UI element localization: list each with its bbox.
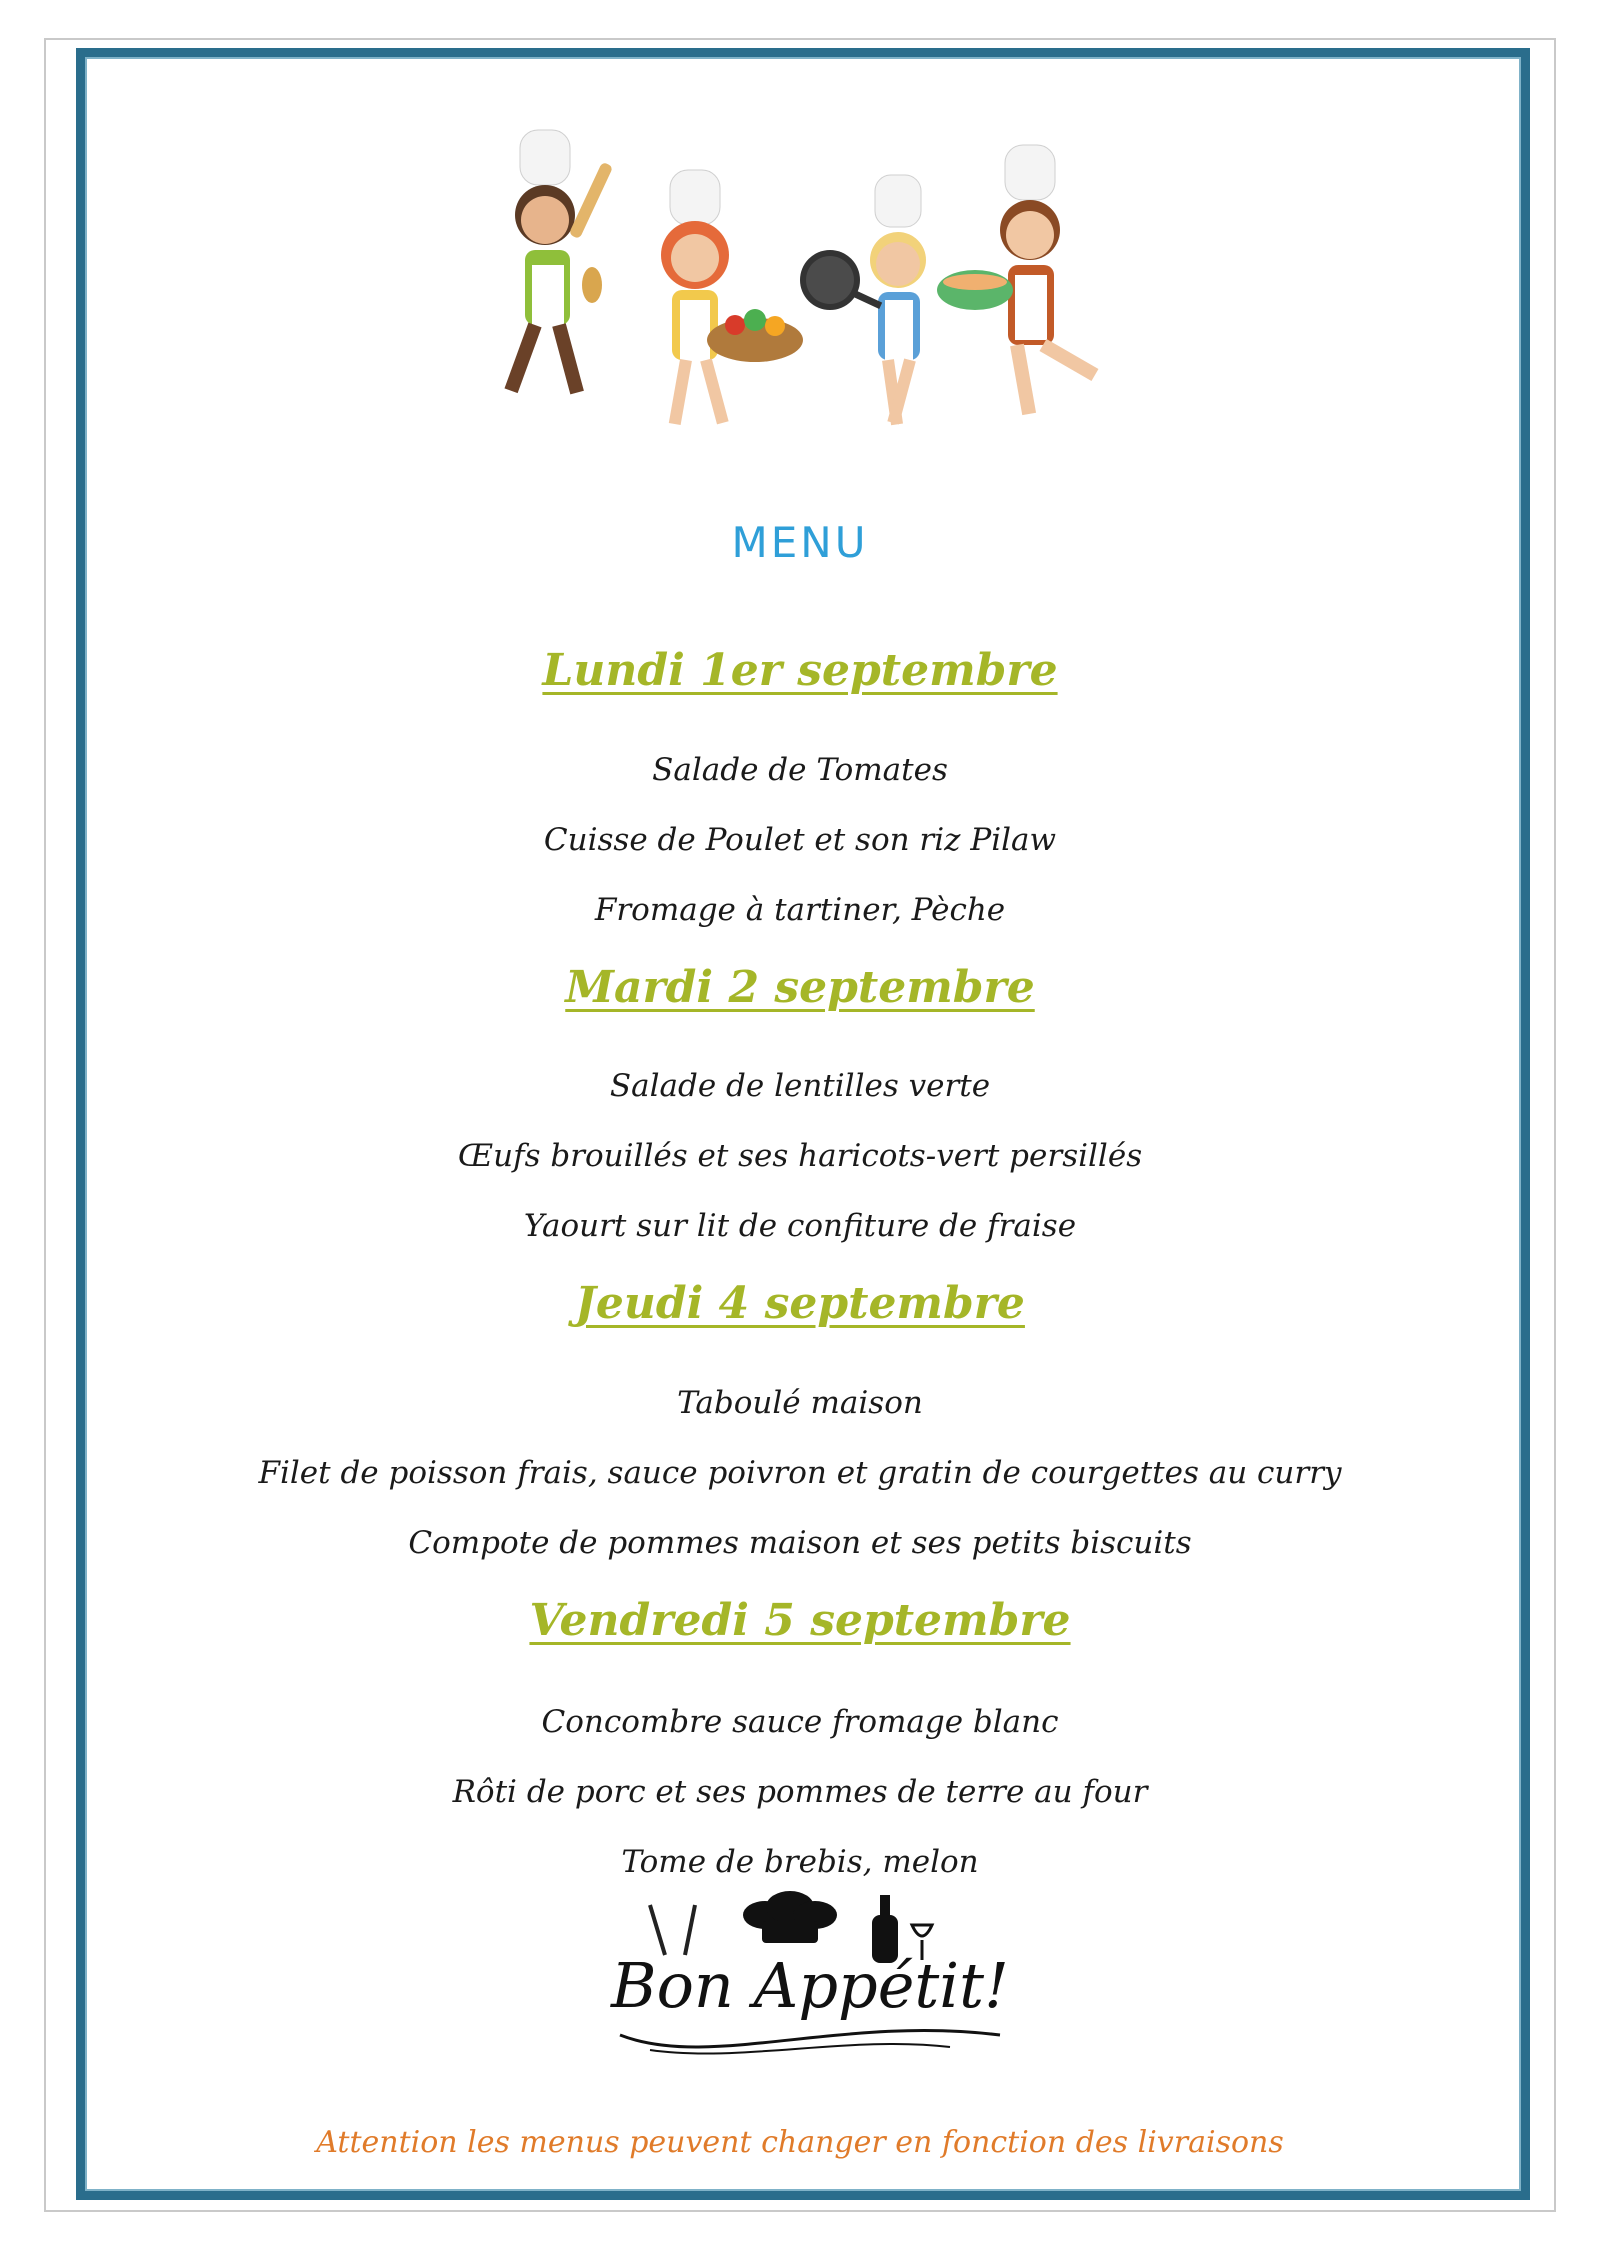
utensils-icon: [650, 1905, 695, 1955]
day-heading-mardi: [0, 962, 1600, 1013]
day-heading-text: Mardi 2 septembre: [565, 962, 1035, 1013]
dish-item: Tome de brebis, melon: [621, 1844, 979, 1880]
bon-appetit-logo-text: Bon Appétit!: [611, 1949, 1009, 2022]
dish-item: Cuisse de Poulet et son riz Pilaw: [543, 822, 1057, 858]
dish-item: Taboulé maison: [677, 1385, 923, 1421]
dish-item: Rôti de porc et ses pommes de terre au four: [452, 1774, 1148, 1810]
dish-item: Concombre sauce fromage blanc: [541, 1704, 1059, 1740]
children-chefs-illustration: [480, 120, 1140, 460]
dish-item: Salade de lentilles verte: [609, 1068, 991, 1104]
dish-item: Yaourt sur lit de confiture de fraise: [523, 1208, 1077, 1244]
day-heading-text: Lundi 1er septembre: [542, 645, 1058, 696]
dish-item: Compote de pommes maison et ses petits biscuits: [408, 1525, 1192, 1561]
chef-boy-2-figure: [937, 145, 1098, 415]
day-heading-text: Vendredi 5 septembre: [529, 1595, 1071, 1646]
chef-girl-1-figure: [661, 170, 803, 425]
bon-appetit-logo: [590, 1885, 1030, 2075]
chef-girl-2-figure: [800, 175, 926, 425]
chef-boy-1-figure: [504, 130, 613, 394]
day-heading-lundi: [0, 645, 1600, 696]
menu-change-notice: Attention les menus peuvent changer en fonction des livraisons: [316, 2125, 1284, 2160]
day-heading-text: Jeudi 4 septembre: [575, 1278, 1025, 1329]
dish-item: Filet de poisson frais, sauce poivron et gratin de courgettes au curry: [258, 1455, 1342, 1491]
dish-item: Œufs brouillés et ses haricots-vert persillés: [457, 1138, 1143, 1174]
menu-title: MENU: [731, 518, 869, 567]
day-heading-vendredi: [0, 1595, 1600, 1646]
day-heading-jeudi: [0, 1278, 1600, 1329]
dish-item: Salade de Tomates: [652, 752, 948, 788]
chef-hat-icon: [743, 1891, 837, 1943]
dish-item: Fromage à tartiner, Pèche: [594, 892, 1006, 928]
